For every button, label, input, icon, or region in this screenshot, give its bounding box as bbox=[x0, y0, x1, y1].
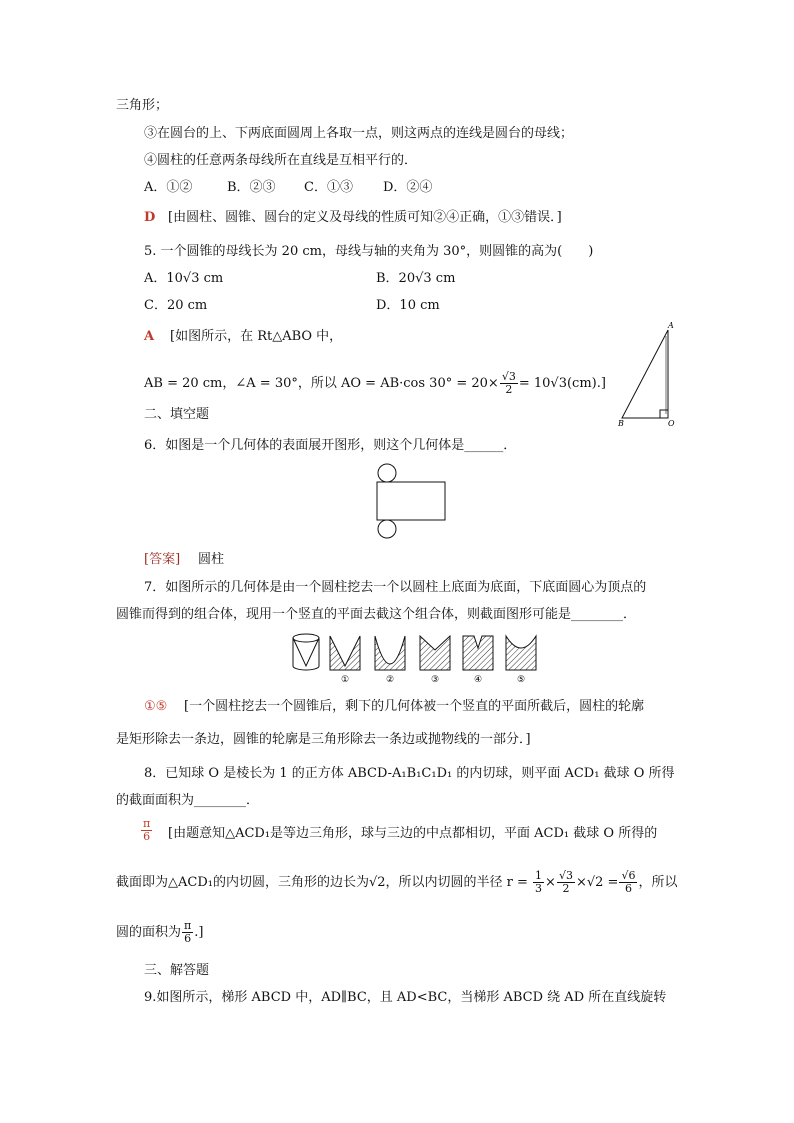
question-stem: 的截面面积为________． bbox=[116, 793, 260, 808]
option-a: A．10√3 cm bbox=[144, 271, 224, 286]
formula-part: 截面即为△ACD₁的内切圆，三角形的边长为√2，所以内切圆的半径 r = bbox=[116, 875, 528, 890]
answer-explanation: 截面即为△ACD₁的内切圆，三角形的边长为√2，所以内切圆的半径 r = $\frac{1}{3}$ × $\frac{√3}{2}$ ×√2 = $\frac{√6}{6}$ ，所以 bbox=[116, 869, 678, 895]
option-a: A．①② bbox=[144, 180, 193, 195]
cylinder-net-figure bbox=[374, 463, 450, 541]
answer-tag: [答案] bbox=[144, 552, 181, 567]
answer-explanation: [由题意知△ACD₁是等边三角形，球与三边的中点都相切，平面 ACD₁ 截球 O 所得的 bbox=[168, 826, 658, 841]
answer-text: 圆柱 bbox=[198, 552, 225, 567]
question-stem: 7．如图所示的几何体是由一个圆柱挖去一个以圆柱上底面为底面，下底面圆心为顶点的 bbox=[144, 580, 647, 595]
text-line: ④圆柱的任意两条母线所在直线是互相平行的． bbox=[144, 153, 418, 168]
answer-explanation: 是矩形除去一条边，圆锥的轮廓是三角形除去一条边或抛物线的一部分．] bbox=[116, 732, 531, 747]
formula-part: ，所以 bbox=[638, 875, 678, 890]
formula-part: 圆的面积为 bbox=[116, 925, 182, 940]
answer-explanation: [由圆柱、圆锥、圆台的定义及母线的性质可知②④正确，①③错误．] bbox=[168, 210, 562, 225]
label-o: O bbox=[668, 419, 675, 428]
option-d: D．10 cm bbox=[376, 298, 440, 313]
option-b: B．②③ bbox=[227, 180, 276, 195]
answer-letter: D bbox=[144, 210, 156, 225]
question-stem: 6．如图是一个几何体的表面展开图形，则这个几何体是______． bbox=[144, 438, 517, 453]
option-c: C．①③ bbox=[304, 180, 353, 195]
section-title: 三、解答题 bbox=[144, 963, 210, 978]
shape-number: ⑤ bbox=[516, 675, 526, 685]
shape-number: ④ bbox=[473, 675, 483, 685]
question-stem: 5. 一个圆锥的母线长为 20 cm，母线与轴的夹角为 30°，则圆锥的高为( ) bbox=[144, 244, 594, 259]
section-title: 二、填空题 bbox=[144, 407, 210, 422]
section-shapes-figure bbox=[286, 632, 546, 684]
answer-explanation bbox=[144, 371, 606, 396]
answer-explanation: [一个圆柱挖去一个圆锥后，剩下的几何体被一个竖直的平面所截后，圆柱的轮廓 bbox=[184, 699, 645, 714]
text-line: ③在圆台的上、下两底面圆周上各取一点，则这两点的连线是圆台的母线； bbox=[144, 126, 574, 141]
shape-number: ③ bbox=[430, 675, 440, 685]
shape-number: ② bbox=[385, 675, 395, 685]
question-stem: 9.如图所示，梯形 ABCD 中，AD∥BC，且 AD<BC，当梯形 ABCD 绕 AD 所在直线旋转 bbox=[144, 990, 667, 1005]
label-a: A bbox=[668, 321, 674, 330]
question-stem: 8．已知球 O 是棱长为 1 的正方体 ABCD-A₁B₁C₁D₁ 的内切球，则平面 ACD₁ 截球 O 所得 bbox=[144, 766, 675, 781]
answer-explanation: [如图所示，在 Rt△ABO 中， bbox=[170, 329, 343, 344]
answer-letter: A bbox=[144, 329, 155, 344]
formula-part: AB = 20 cm，∠A = 30°，所以 AO = AB·cos 30° = 20× bbox=[144, 376, 499, 391]
option-d: D．②④ bbox=[383, 180, 433, 195]
question-stem: 圆锥而得到的组合体，现用一个竖直的平面去截这个组合体，则截面图形可能是________． bbox=[116, 607, 637, 622]
option-b: B．20√3 cm bbox=[376, 271, 456, 286]
label-b: B bbox=[618, 419, 624, 428]
fraction: $\frac{√3}{2}$ bbox=[501, 370, 516, 396]
answer-text: ①⑤ bbox=[144, 699, 168, 714]
text-line: 三角形； bbox=[116, 98, 169, 113]
shape-number: ① bbox=[340, 675, 350, 685]
right-triangle-figure bbox=[612, 322, 682, 428]
option-c: C．20 cm bbox=[144, 298, 208, 313]
formula-part: = 10√3(cm).] bbox=[518, 376, 606, 391]
answer-fraction: $\frac{\pi}{6}$ bbox=[143, 817, 151, 843]
answer-explanation: 圆的面积为 $\frac{\pi}{6}$ .] bbox=[116, 919, 204, 945]
